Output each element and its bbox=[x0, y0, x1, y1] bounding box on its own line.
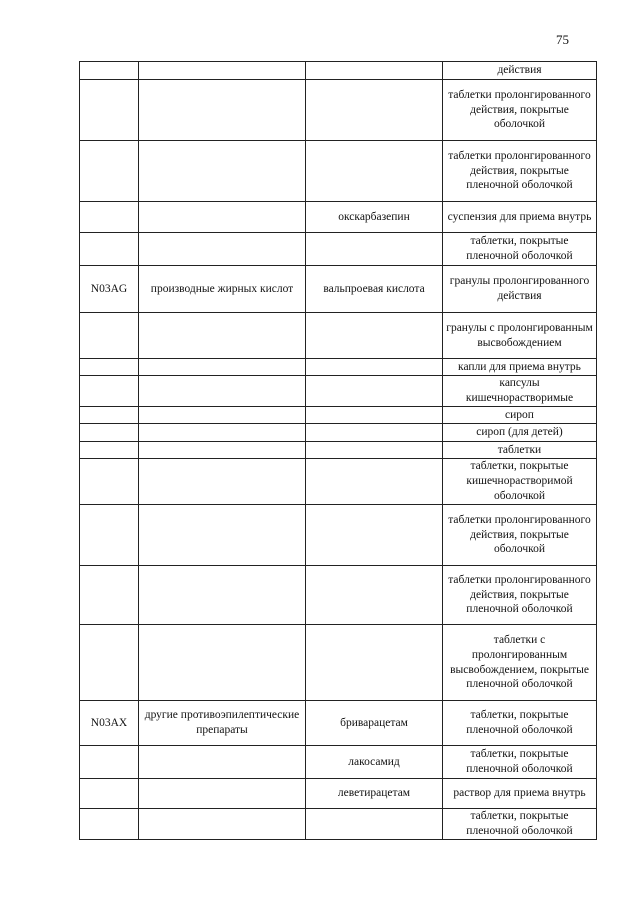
dosage-form-cell: таблетки пролонгированного действия, покрытые оболочкой bbox=[443, 505, 597, 566]
table-row bbox=[80, 407, 597, 424]
atc-code-cell bbox=[80, 505, 139, 566]
group-cell bbox=[139, 376, 306, 407]
dosage-form-cell: суспензия для приема внутрь bbox=[443, 202, 597, 233]
group-cell bbox=[139, 359, 306, 376]
table-row bbox=[80, 505, 597, 566]
table-row bbox=[80, 566, 597, 625]
substance-cell: бриварацетам bbox=[306, 701, 443, 746]
atc-code-cell bbox=[80, 625, 139, 701]
table-row bbox=[80, 625, 597, 701]
substance-cell bbox=[306, 459, 443, 505]
atc-code-cell: N03AG bbox=[80, 266, 139, 313]
group-cell bbox=[139, 442, 306, 459]
substance-cell bbox=[306, 625, 443, 701]
table-row bbox=[80, 359, 597, 376]
substance-cell bbox=[306, 233, 443, 266]
table-row bbox=[80, 746, 597, 779]
atc-code-cell bbox=[80, 407, 139, 424]
atc-code-cell bbox=[80, 779, 139, 809]
group-cell bbox=[139, 233, 306, 266]
atc-code-cell bbox=[80, 359, 139, 376]
dosage-form-cell: гранулы пролонгированного действия bbox=[443, 266, 597, 313]
dosage-form-cell: гранулы с пролонгированным высвобождением bbox=[443, 313, 597, 359]
dosage-form-cell: таблетки пролонгированного действия, покрытые пленочной оболочкой bbox=[443, 141, 597, 202]
table-row bbox=[80, 141, 597, 202]
table-row bbox=[80, 313, 597, 359]
group-cell bbox=[139, 407, 306, 424]
group-cell bbox=[139, 202, 306, 233]
substance-cell: окскарбазепин bbox=[306, 202, 443, 233]
group-cell bbox=[139, 625, 306, 701]
substance-cell: вальпроевая кислота bbox=[306, 266, 443, 313]
dosage-form-cell: таблетки, покрытые кишечнорастворимой оболочкой bbox=[443, 459, 597, 505]
table-row bbox=[80, 376, 597, 407]
dosage-form-cell: капли для приема внутрь bbox=[443, 359, 597, 376]
dosage-form-cell: таблетки пролонгированного действия, покрытые оболочкой bbox=[443, 80, 597, 141]
table-row bbox=[80, 442, 597, 459]
atc-code-cell bbox=[80, 80, 139, 141]
substance-cell: лакосамид bbox=[306, 746, 443, 779]
dosage-form-cell: таблетки, покрытые пленочной оболочкой bbox=[443, 809, 597, 840]
group-cell bbox=[139, 809, 306, 840]
atc-code-cell: N03AX bbox=[80, 701, 139, 746]
dosage-form-cell: таблетки, покрытые пленочной оболочкой bbox=[443, 746, 597, 779]
dosage-form-cell: сироп (для детей) bbox=[443, 424, 597, 442]
table-row bbox=[80, 809, 597, 840]
substance-cell bbox=[306, 442, 443, 459]
dosage-form-cell: таблетки с пролонгированным высвобождением, покрытые пленочной оболочкой bbox=[443, 625, 597, 701]
atc-code-cell bbox=[80, 376, 139, 407]
group-cell bbox=[139, 80, 306, 141]
drug-table bbox=[79, 61, 597, 840]
group-cell bbox=[139, 779, 306, 809]
group-cell bbox=[139, 313, 306, 359]
group-cell bbox=[139, 746, 306, 779]
group-cell: другие противоэпилептические препараты bbox=[139, 701, 306, 746]
table-row bbox=[80, 779, 597, 809]
table-row bbox=[80, 202, 597, 233]
group-cell bbox=[139, 62, 306, 80]
dosage-form-cell: таблетки, покрытые пленочной оболочкой bbox=[443, 701, 597, 746]
group-cell bbox=[139, 424, 306, 442]
table-row bbox=[80, 233, 597, 266]
group-cell bbox=[139, 566, 306, 625]
atc-code-cell bbox=[80, 459, 139, 505]
group-cell bbox=[139, 141, 306, 202]
table-row bbox=[80, 424, 597, 442]
atc-code-cell bbox=[80, 746, 139, 779]
atc-code-cell bbox=[80, 141, 139, 202]
atc-code-cell bbox=[80, 313, 139, 359]
atc-code-cell bbox=[80, 424, 139, 442]
atc-code-cell bbox=[80, 809, 139, 840]
group-cell bbox=[139, 459, 306, 505]
substance-cell: леветирацетам bbox=[306, 779, 443, 809]
atc-code-cell bbox=[80, 233, 139, 266]
substance-cell bbox=[306, 141, 443, 202]
table-row bbox=[80, 80, 597, 141]
dosage-form-cell: таблетки, покрытые пленочной оболочкой bbox=[443, 233, 597, 266]
atc-code-cell bbox=[80, 442, 139, 459]
substance-cell bbox=[306, 407, 443, 424]
atc-code-cell bbox=[80, 62, 139, 80]
dosage-form-cell: таблетки bbox=[443, 442, 597, 459]
dosage-form-cell: раствор для приема внутрь bbox=[443, 779, 597, 809]
dosage-form-cell: действия bbox=[443, 62, 597, 80]
substance-cell bbox=[306, 809, 443, 840]
page-number: 75 bbox=[556, 32, 569, 47]
atc-code-cell bbox=[80, 202, 139, 233]
table-row bbox=[80, 701, 597, 746]
table-row bbox=[80, 266, 597, 313]
substance-cell bbox=[306, 505, 443, 566]
dosage-form-cell: таблетки пролонгированного действия, покрытые пленочной оболочкой bbox=[443, 566, 597, 625]
atc-code-cell bbox=[80, 566, 139, 625]
group-cell: производные жирных кислот bbox=[139, 266, 306, 313]
substance-cell bbox=[306, 359, 443, 376]
substance-cell bbox=[306, 376, 443, 407]
dosage-form-cell: капсулы кишечнорастворимые bbox=[443, 376, 597, 407]
substance-cell bbox=[306, 313, 443, 359]
table-row bbox=[80, 459, 597, 505]
substance-cell bbox=[306, 566, 443, 625]
substance-cell bbox=[306, 62, 443, 80]
dosage-form-cell: сироп bbox=[443, 407, 597, 424]
group-cell bbox=[139, 505, 306, 566]
table-row bbox=[80, 62, 597, 80]
substance-cell bbox=[306, 80, 443, 141]
substance-cell bbox=[306, 424, 443, 442]
